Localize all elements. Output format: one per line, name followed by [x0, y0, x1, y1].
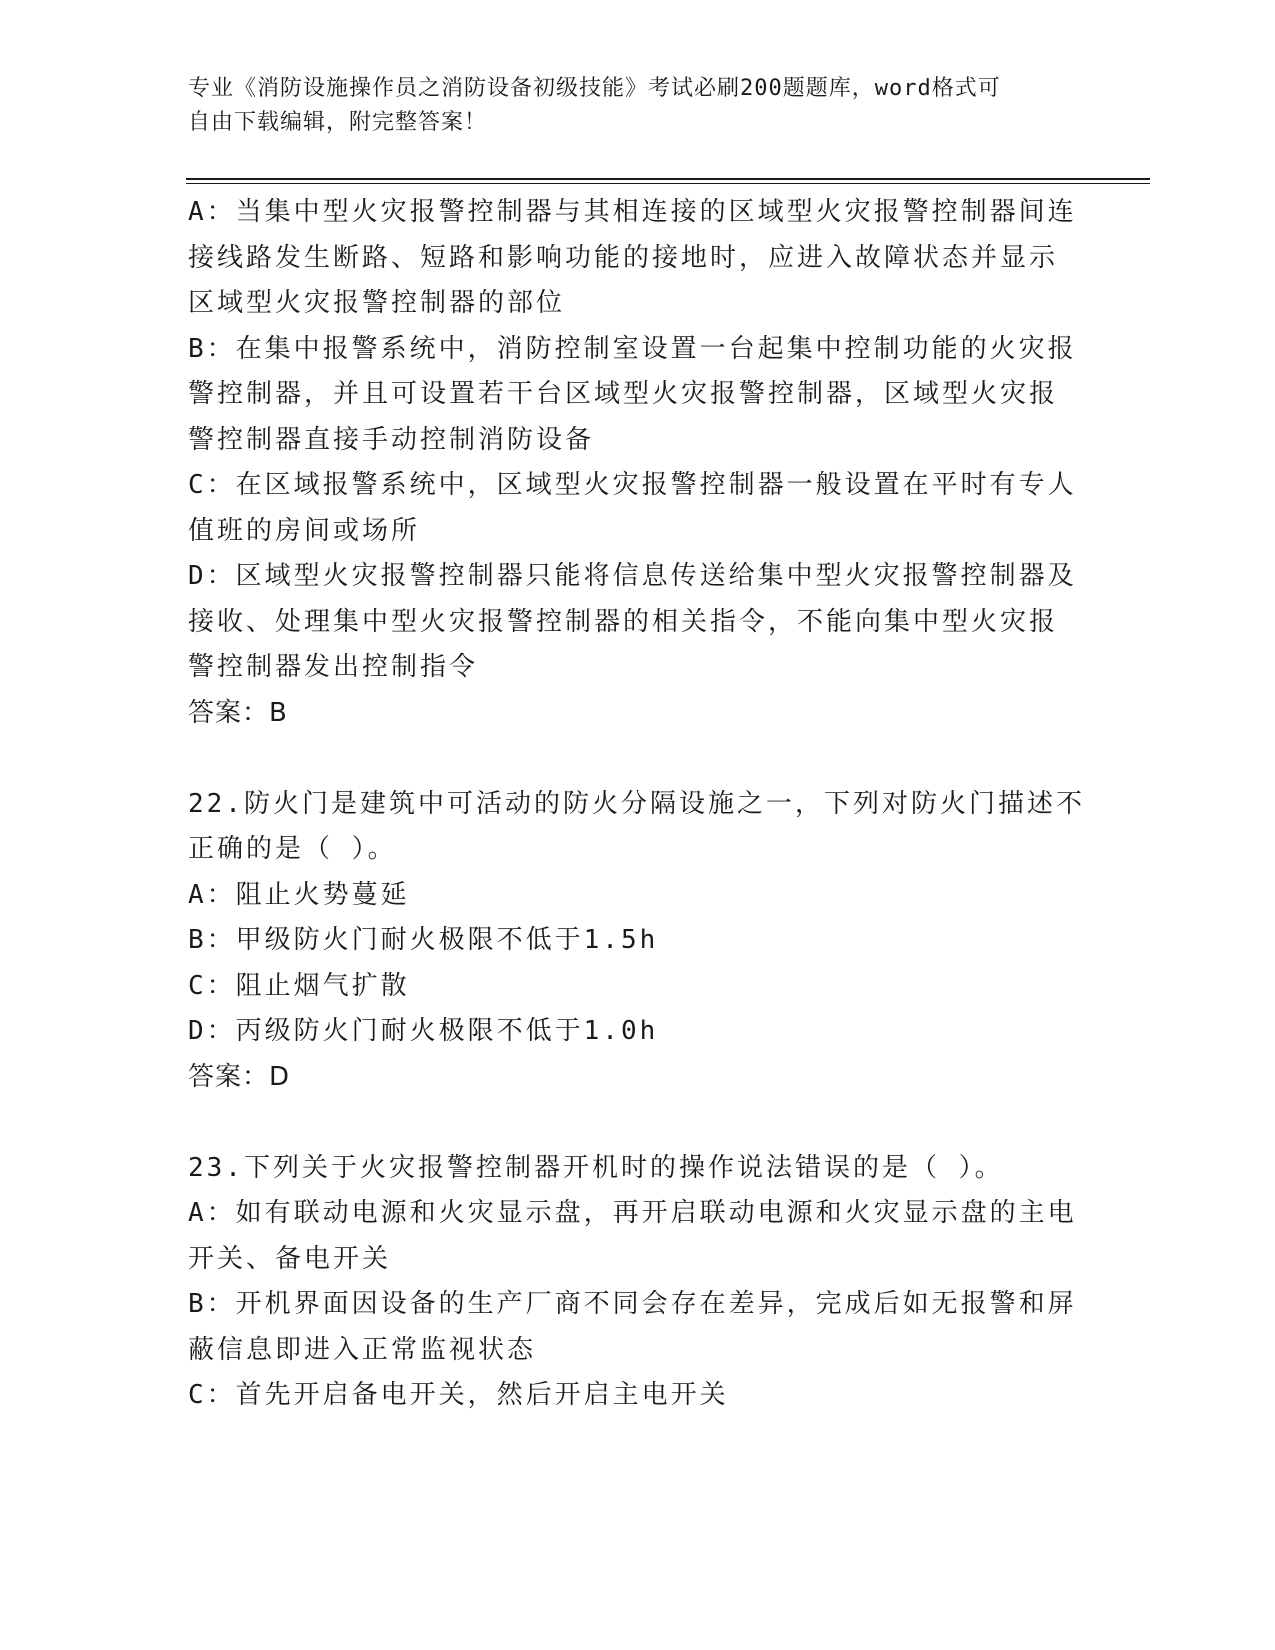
- option-line: 开关、备电开关: [188, 1243, 392, 1274]
- option-line: 接收、处理集中型火灾报警控制器的相关指令，不能向集中型火灾报: [188, 606, 1059, 637]
- prev-question-block: [188, 190, 1077, 736]
- option-line: 警控制器，并且可设置若干台区域型火灾报警控制器，区域型火灾报: [188, 379, 1059, 409]
- option-line: A：如有联动电源和火灾显示盘，再开启联动电源和火灾显示盘的主电: [188, 1198, 1077, 1228]
- option-b: B：甲级防火门耐火极限不低于1.5h: [188, 925, 659, 955]
- option-line: 警控制器发出控制指令: [188, 652, 479, 682]
- header-divider-thin: [186, 183, 1150, 184]
- question-23-block: [188, 1146, 1077, 1419]
- option-c: C：阻止烟气扩散: [188, 970, 410, 1001]
- option-line: 接线路发生断路、短路和影响功能的接地时，应进入故障状态并显示: [188, 242, 1059, 273]
- question-22-block: [188, 782, 1085, 1101]
- question-stem: [188, 782, 1085, 873]
- option-line: 警控制器直接手动控制消防设备: [188, 424, 595, 455]
- option-c: [188, 463, 1077, 554]
- document-header: [188, 72, 1078, 140]
- option-b: [188, 327, 1077, 464]
- option-d: [188, 554, 1077, 691]
- header-title-line-2: 自由下载编辑，附完整答案！: [188, 110, 488, 135]
- option-line: B：在集中报警系统中，消防控制室设置一台起集中控制功能的火灾报: [188, 333, 1077, 364]
- question-content: [188, 190, 1085, 1419]
- spacer: [188, 736, 1068, 782]
- option-line: B：开机界面因设备的生产厂商不同会存在差异，完成后如无报警和屏: [188, 1289, 1077, 1319]
- option-line: D：区域型火灾报警控制器只能将信息传送给集中型火灾报警控制器及: [188, 561, 1077, 591]
- answer-label: 答案：D: [188, 1061, 291, 1092]
- option-b: [188, 1282, 1077, 1373]
- option-a: A：阻止火势蔓延: [188, 879, 410, 910]
- option-line: A：当集中型火灾报警控制器与其相连接的区域型火灾报警控制器间连: [188, 197, 1077, 227]
- answer-label: 答案：B: [188, 697, 288, 728]
- option-a: [188, 190, 1077, 327]
- stem-line: 正确的是（ ）。: [188, 834, 397, 864]
- header-title-line-1: 专业《消防设施操作员之消防设备初级技能》考试必刷200题题库，word格式可: [188, 76, 1001, 101]
- option-a: [188, 1191, 1077, 1282]
- option-line: 区域型火灾报警控制器的部位: [188, 288, 566, 318]
- header-divider-thick: [186, 178, 1150, 180]
- question-stem: 23.下列关于火灾报警控制器开机时的操作说法错误的是（ ）。: [188, 1152, 1004, 1183]
- option-line: 值班的房间或场所: [188, 515, 421, 546]
- option-line: 蔽信息即进入正常监视状态: [188, 1334, 537, 1365]
- option-d: D：丙级防火门耐火极限不低于1.0h: [188, 1016, 659, 1046]
- option-c: C：首先开启备电开关，然后开启主电开关: [188, 1380, 729, 1410]
- option-line: C：在区域报警系统中，区域型火灾报警控制器一般设置在平时有专人: [188, 470, 1077, 500]
- stem-line: 22.防火门是建筑中可活动的防火分隔设施之一，下列对防火门描述不: [188, 788, 1085, 819]
- spacer: [188, 1100, 1068, 1146]
